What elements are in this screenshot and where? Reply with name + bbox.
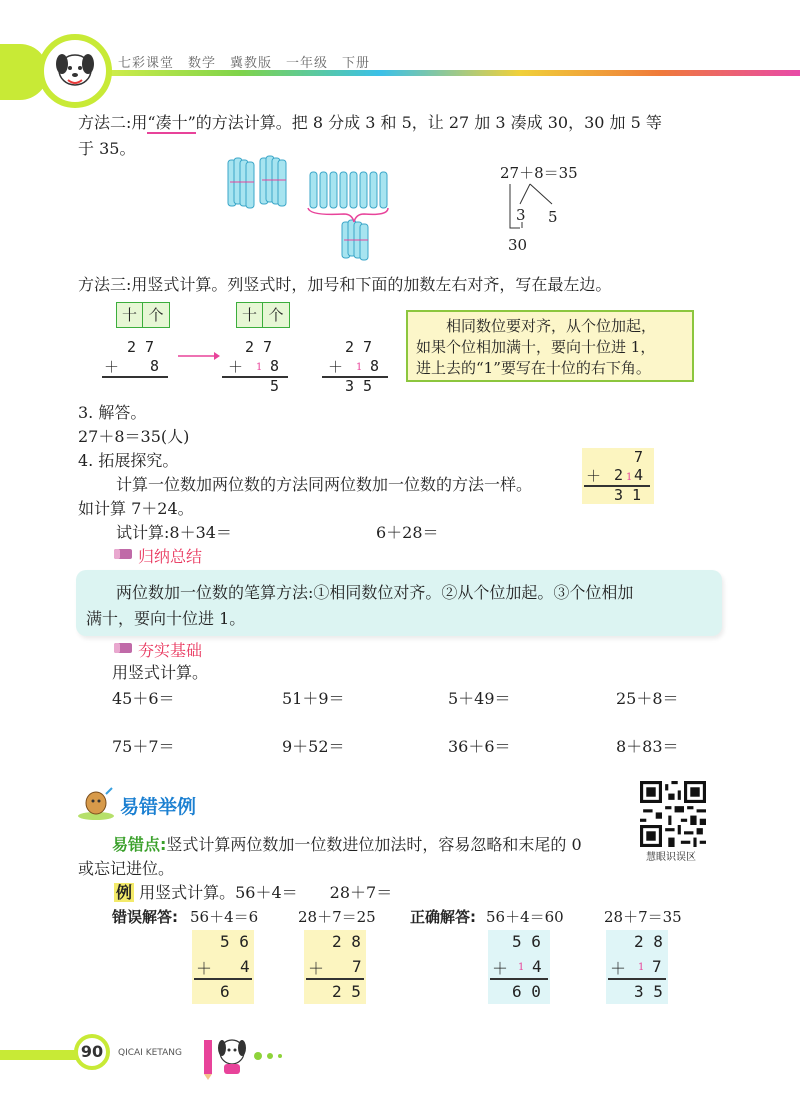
basics-problem: 51＋9＝ [282, 689, 345, 708]
calc2-carry: 1 [256, 362, 263, 373]
note-line-1: 相同数位要对齐，从个位加起， [446, 317, 657, 335]
split-value-b: 5 [548, 208, 558, 226]
summary-line2: 满十，要向十位进 1。 [86, 609, 246, 628]
answer-heading: 3. 解答。 [78, 403, 147, 422]
header-mascot-badge [38, 34, 112, 108]
answer-line: 27＋8＝35(人) [78, 427, 190, 446]
calc3-carry: 1 [356, 362, 363, 373]
r1-result: 6 0 [512, 982, 541, 1001]
qr-caption: 慧眼识误区 [646, 852, 696, 863]
method2-line2: 于 35。 [78, 139, 136, 158]
right-label: 正确解答: [410, 908, 476, 926]
page-number: 90 [74, 1034, 110, 1070]
basics-problem: 36＋6＝ [448, 737, 511, 756]
w1-result: 6 [220, 982, 230, 1001]
calc3-top: 2 7 [345, 338, 373, 356]
pencil-eraser-icon [112, 546, 134, 562]
summary-line1: 两位数加一位数的笔算方法:①相同数位对齐。②从个位加起。③个位相加 [116, 583, 634, 602]
calc1-line [102, 376, 168, 378]
explore-calc-result: 3 1 [614, 486, 642, 504]
right-eq1: 56＋4＝60 [486, 908, 564, 926]
basics-problem: 75＋7＝ [112, 737, 175, 756]
wrong-vertical-calc-1 [192, 930, 254, 1004]
place-value-table-1 [116, 302, 170, 328]
split-value-a: 3 [516, 206, 526, 224]
basics-problem: 45＋6＝ [112, 689, 175, 708]
r2-line [608, 978, 666, 980]
calc1-bottom: 8 [150, 357, 160, 375]
r2-top: 2 8 [634, 932, 663, 951]
ones-header: 个 [268, 306, 284, 324]
r1-plus: ＋ [492, 959, 509, 978]
explore-calc-tens: 2 [614, 466, 624, 484]
r1-line [490, 978, 548, 980]
basics-label: 夯实基础 [138, 641, 203, 660]
wrong-eq2: 28＋7＝25 [298, 908, 376, 926]
qr-code-icon [640, 781, 706, 847]
error-point [112, 832, 632, 858]
explore-calc-plus: ＋ [586, 467, 602, 485]
footer-brand: QICAI KETANG [118, 1048, 182, 1058]
w1-bottom: 4 [240, 957, 250, 976]
right-eq2: 28＋7＝35 [604, 908, 682, 926]
calc2-bottom: 8 [270, 357, 280, 375]
example-text: 用竖式计算。56＋4＝ 28＋7＝ [139, 883, 393, 902]
dog-mascot-icon [44, 40, 106, 102]
r1-top: 5 6 [512, 932, 541, 951]
counting-sticks-illustration [220, 152, 470, 262]
basics-problem: 25＋8＝ [616, 689, 679, 708]
method2-suffix: 的方法计算。把 8 分成 3 和 5，让 27 加 3 凑成 30，30 加 5 等 [195, 113, 662, 132]
explore-heading: 4. 拓展探究。 [78, 451, 179, 470]
method3-paragraph: 方法三:用竖式计算。列竖式时，加号和下面的加数左右对齐，写在最左边。 [78, 275, 612, 294]
wrong-vertical-calc-2 [304, 930, 366, 1004]
method2-equation: 27＋8＝35 [500, 164, 578, 182]
dog-pencil-mascot-icon [200, 1028, 290, 1080]
basics-instruction: 用竖式计算。 [112, 663, 209, 682]
calc2-top: 2 7 [245, 338, 273, 356]
w2-bottom: 7 [352, 957, 362, 976]
wrong-label: 错误解答: [112, 908, 178, 926]
w2-plus: ＋ [308, 959, 325, 978]
r1-bottom: 4 [532, 957, 542, 976]
calc2-plus: ＋ [228, 358, 244, 376]
r2-result: 3 5 [634, 982, 663, 1001]
calc3-bottom: 8 [370, 357, 380, 375]
w2-top: 2 8 [332, 932, 361, 951]
explore-calc-top: 7 [634, 448, 644, 466]
explore-calc-ones: 4 [634, 466, 644, 484]
w1-plus: ＋ [196, 959, 213, 978]
note-line-2: 如果个位相加满十，要向十位进 1， [416, 338, 656, 356]
example-row [114, 880, 392, 903]
method3-note [406, 310, 694, 382]
error-point-text: 竖式计算两位数加一位数进位加法时，容易忽略和末尾的 0 [166, 835, 582, 854]
tens-header: 十 [117, 303, 143, 327]
place-value-table-2 [236, 302, 290, 328]
r2-plus: ＋ [610, 959, 627, 978]
calc3-result: 3 5 [345, 377, 373, 395]
summary-box [76, 570, 722, 636]
explore-vertical-calc [582, 448, 654, 504]
pencil-eraser-icon [112, 640, 134, 656]
error-point-label: 易错点: [112, 835, 167, 854]
w1-top: 5 6 [220, 932, 249, 951]
method2-keyword: “凑十” [147, 113, 196, 132]
error-point-line2: 或忘记进位。 [78, 859, 175, 878]
explore-line2: 如计算 7＋24。 [78, 499, 194, 518]
w2-result: 2 5 [332, 982, 361, 1001]
explore-try-2: 6＋28＝ [376, 523, 439, 542]
right-vertical-calc-1 [488, 930, 550, 1004]
method2-prefix: 方法二:用 [78, 113, 148, 132]
split-result: 30 [508, 236, 528, 254]
w2-line [306, 978, 364, 980]
explore-try-1: 试计算:8＋34＝ [116, 523, 232, 542]
r1-carry: 1 [518, 962, 525, 973]
basics-problem: 5＋49＝ [448, 689, 511, 708]
wrong-eq1: 56＋4＝6 [190, 908, 259, 926]
w1-line [194, 978, 252, 980]
right-vertical-calc-2 [606, 930, 668, 1004]
explore-line1: 计算一位数加两位数的方法同两位数加一位数的方法一样。 [116, 475, 533, 494]
dog-mascot-icon [76, 786, 116, 822]
calc2-result: 5 [270, 377, 280, 395]
calc1-top: 2 7 [127, 338, 155, 356]
basics-problem: 8＋83＝ [616, 737, 679, 756]
header-title: 七彩课堂 数学 冀教版 一年级 下册 [118, 56, 371, 71]
errors-title: 易错举例 [120, 796, 197, 818]
summary-label: 归纳总结 [138, 547, 203, 566]
calc3-plus: ＋ [328, 358, 344, 376]
arrow-right-icon [178, 350, 220, 362]
ones-header: 个 [148, 306, 164, 324]
explore-calc-carry: 1 [626, 472, 633, 483]
r2-carry: 1 [638, 962, 645, 973]
r2-bottom: 7 [652, 957, 662, 976]
basics-problem: 9＋52＝ [282, 737, 345, 756]
example-label: 例 [116, 883, 133, 902]
calc1-plus: ＋ [104, 358, 120, 376]
note-line-3: 进上去的“1”要写在十位的右下角。 [416, 359, 651, 377]
tens-header: 十 [237, 303, 263, 327]
footer-green-bar [0, 1050, 80, 1060]
